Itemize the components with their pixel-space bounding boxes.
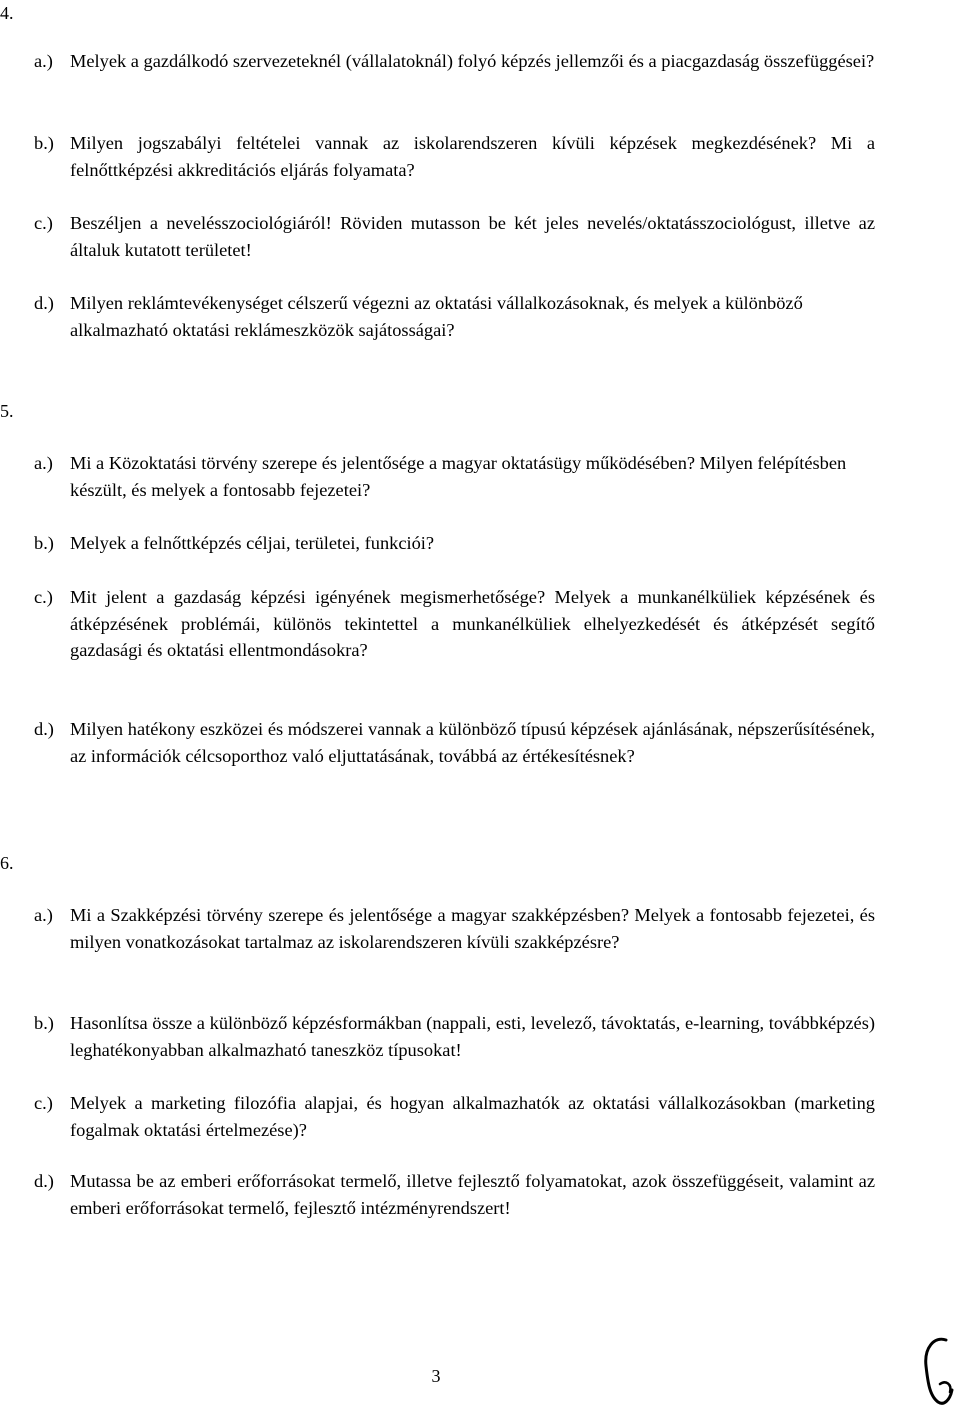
question-text: Mutassa be az emberi erőforrásokat termelő, illetve fejlesztő folyamatokat, azok összefüggéseit, valamint az emberi erőforrásokat termelő, fejlesztő intézményrendszert! xyxy=(70,1171,875,1218)
question-4b xyxy=(34,130,875,183)
question-6b xyxy=(34,1010,875,1063)
question-label: d.) xyxy=(34,293,54,313)
question-6c xyxy=(34,1090,875,1143)
question-text: Beszéljen a nevelésszociológiáról! Röviden mutasson be két jeles nevelés/oktatásszociológust, illetve az általuk kutatott területet! xyxy=(70,213,875,260)
question-label: a.) xyxy=(34,51,53,71)
question-text: Mi a Közoktatási törvény szerepe és jelentősége a magyar oktatásügy működésében? Milyen felépítésben készült, és melyek a fontosabb fejezetei? xyxy=(70,453,847,500)
question-5a xyxy=(34,450,875,503)
question-text: Melyek a marketing filozófia alapjai, és hogyan alkalmazhatók az oktatási vállalkozásokban (marketing fogalmak oktatási értelmezése)? xyxy=(70,1093,875,1140)
question-label: c.) xyxy=(34,213,53,233)
question-text: Milyen jogszabályi feltételei vannak az iskolarendszeren kívüli képzések megkezdésének? Mi a felnőttképzési akkreditációs eljárás folyamata? xyxy=(70,133,875,180)
question-label: b.) xyxy=(34,1013,54,1033)
question-label: b.) xyxy=(34,133,54,153)
section-number-6: 6. xyxy=(0,853,14,873)
question-label: b.) xyxy=(34,533,54,553)
question-label: a.) xyxy=(34,905,53,925)
section-number-5: 5. xyxy=(0,401,14,421)
question-label: d.) xyxy=(34,1171,54,1191)
question-label: c.) xyxy=(34,587,53,607)
section-number-4: 4. xyxy=(0,3,14,23)
question-label: a.) xyxy=(34,453,53,473)
page-number: 3 xyxy=(431,1366,441,1386)
question-text: Mi a Szakképzési törvény szerepe és jelentősége a magyar szakképzésben? Melyek a fontosabb fejezetei, és milyen vonatkozásokat tartalmaz az iskolarendszeren kívüli szakképzésre? xyxy=(70,905,875,952)
question-text: Hasonlítsa össze a különböző képzésformákban (nappali, esti, levelező, távoktatás, e-learning, továbbképzés) leghatékonyabban alkalmazható taneszköz típusokat! xyxy=(70,1013,875,1060)
question-text: Mit jelent a gazdaság képzési igényének megismerhetősége? Melyek a munkanélküliek képzésének és átképzésének problémái, különös tekintettel a munkanélküliek elhelyezkedését és átképzését segítő gazdasági és oktatási ellentmondásokra? xyxy=(70,587,875,660)
question-4a xyxy=(34,48,875,75)
question-5c xyxy=(34,584,875,664)
question-label: d.) xyxy=(34,719,54,739)
question-text: Melyek a gazdálkodó szervezeteknél (vállalatoknál) folyó képzés jellemzői és a piacgazdaság összefüggései? xyxy=(70,51,875,71)
question-6d xyxy=(34,1168,875,1221)
question-4d xyxy=(34,290,875,343)
signature-mark xyxy=(916,1330,956,1410)
question-4c xyxy=(34,210,875,263)
question-text: Milyen reklámtevékenységet célszerű végezni az oktatási vállalkozásoknak, és melyek a különböző alkalmazható oktatási reklámeszközök sajátosságai? xyxy=(70,293,803,340)
question-6a xyxy=(34,902,875,955)
question-text: Milyen hatékony eszközei és módszerei vannak a különböző típusú képzések ajánlásának, népszerűsítésének, az információk célcsoporthoz való eljuttatásának, továbbá az értékesítésnek? xyxy=(70,719,875,766)
question-label: c.) xyxy=(34,1093,53,1113)
question-5b xyxy=(34,530,875,557)
question-text: Melyek a felnőttképzés céljai, területei, funkciói? xyxy=(70,533,435,553)
question-5d xyxy=(34,716,875,769)
